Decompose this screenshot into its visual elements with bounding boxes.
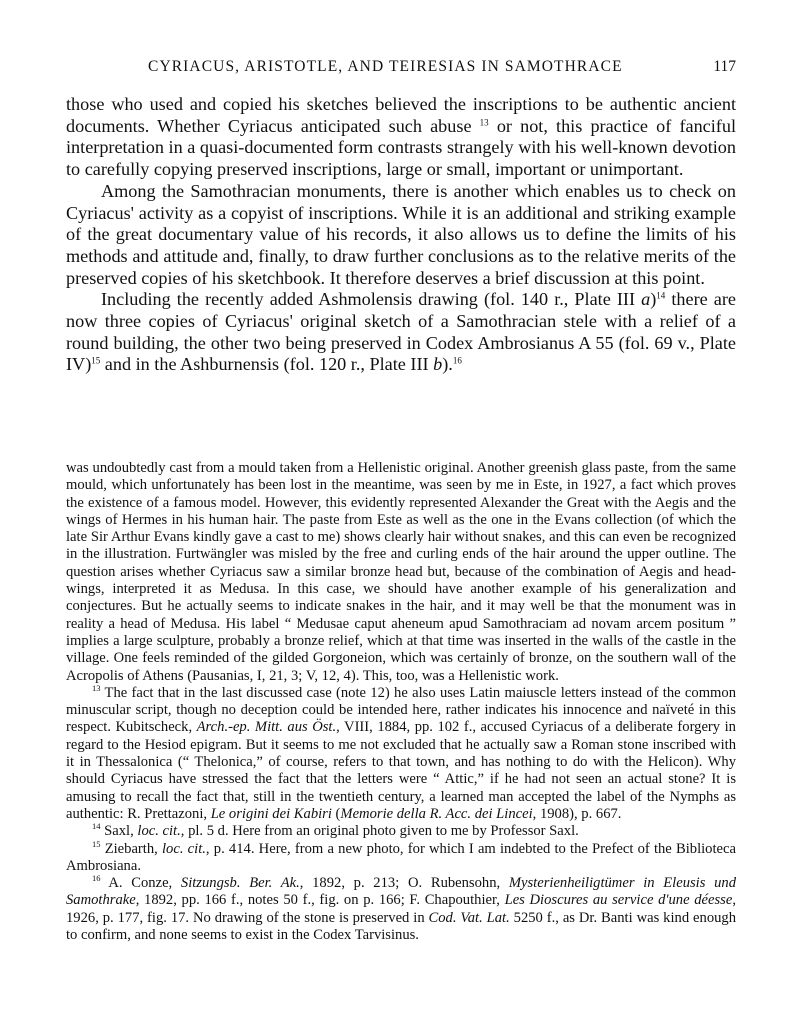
footnote-16-text-a: A. Conze, bbox=[100, 875, 181, 892]
footnote-16-citation-3: Les Dioscures au service d'une déesse bbox=[504, 892, 733, 909]
footnote-ref-13: 13 bbox=[479, 117, 489, 128]
paragraph-3 bbox=[66, 289, 736, 376]
footnote-16-number: 16 bbox=[92, 873, 101, 884]
plate-letter-a: a bbox=[641, 289, 651, 310]
footnote-14-citation: loc. cit. bbox=[137, 823, 181, 840]
footnotes bbox=[66, 460, 736, 944]
footnote-13-text-c: ( bbox=[331, 805, 341, 822]
footnote-ref-15: 15 bbox=[91, 356, 101, 367]
footnote-15 bbox=[66, 838, 736, 876]
footnote-13-text-a: The fact that in the last discussed case (note 12) he also uses Latin maiuscle letters instead of the common minuscular script, though no deception could be intended here, rather indicates his innocence and naïveté in this respect. Kubitscheck, bbox=[66, 684, 736, 736]
paragraph-3-text-c: there are now three copies of Cyriacus' original sketch of a Samothracian stele with a relief of a round building, the other two being preserved in Codex Ambrosianus A 55 (fol. 69 v., Plate IV) bbox=[66, 289, 736, 375]
paragraph-3-text-e: ). bbox=[442, 354, 453, 375]
footnote-13-citation-3: Memorie della R. Acc. dei Lincei bbox=[340, 805, 533, 822]
footnote-13-text-b: , VIII, 1884, pp. 102 f., accused Cyriacus of a deliberate forgery in regard to the Hesiod epigram. But it seems to me not excluded that he actually saw a Roman stone inscribed with it in Thessalonica (“ Thelonica,” of course, refers to that town, and has nothing to do with the Helicon). Why should Cyriacus have stressed the fact that the letters were “ Attic,” if he had not seen an actual stone? It is amusing to recall the fact that, still in the twentieth century, a learned man accepted the label of the Nymphs as authentic: R. Prettazoni, bbox=[66, 719, 736, 822]
footnote-16-citation-4: Cod. Vat. Lat. bbox=[428, 909, 510, 926]
footnote-13-number: 13 bbox=[92, 682, 101, 693]
paragraph-2: Among the Samothracian monuments, there is another which enables us to check on Cyriacus' activity as a copyist of inscriptions. While it is an additional and striking example of the great documentary value of his records, it also allows us to define the limits of his methods and attitude and, finally, to draw further conclusions as to the relative merits of the preserved copies of his sketchbook. It therefore deserves a brief discussion at this point. bbox=[66, 180, 736, 288]
paragraph-1 bbox=[66, 94, 736, 181]
footnote-16-citation-1: Sitzungsb. Ber. Ak. bbox=[180, 875, 300, 892]
footnote-15-text-a: Ziebarth, bbox=[100, 840, 162, 857]
footnote-16-text-d: , 1926, p. 177, fig. 17. No drawing of the stone is preserved in bbox=[66, 892, 736, 926]
footnote-13-citation-1: Arch.-ep. Mitt. aus Öst. bbox=[196, 719, 337, 736]
footnote-ref-14: 14 bbox=[656, 291, 666, 302]
footnote-15-text-b: , p. 414. Here, from a new photo, for which I am indebted to the Prefect of the Biblioteca Ambrosiana. bbox=[66, 840, 736, 874]
footnote-13-citation-2: Le origini dei Kabiri bbox=[210, 805, 332, 822]
footnote-continuation: was undoubtedly cast from a mould taken from a Hellenistic original. Another greenish glass paste, from the same mould, which unfortunately has been lost in the meantime, was seen by me in Este, in 1927, a fact which proves the existence of a famous model. However, this evidently represented Alexander the Great with the Aegis and the wings of Hermes in his human hair. The paste from Este as well as the one in the Evans collection (of which the late Sir Arthur Evans kindly gave a cast to me) shows clearly hair without snakes, and this can even be recognized in the illustration. Furtwängler was misled by the free and curling ends of the hair around the upper outline. The question arises whether Cyriacus saw a similar bronze head but, because of the combination of Aegis and head-wings, interpreted it as Medusa. In this case, we should have another example of his generalization and conjectures. But he actually seems to indicate snakes in the hair, and it may well be that the monument was in reality a head of Medusa. His label “ Medusae caput aheneum apud Samothraciam ad novam arcem positum ” implies a large sculpture, probably a bronze relief, which at that time was inserted in the walls of the castle in the village. One feels reminded of the gilded Gorgoneion, which was certainly of bronze, on the southern wall of the Acropolis of Athens (Pausanias, I, 21, 3; V, 12, 4). This, too, was a Hellenistic work. bbox=[66, 460, 736, 684]
footnote-13-text-d: , 1908), p. 667. bbox=[532, 805, 622, 822]
running-head bbox=[66, 58, 736, 80]
running-title: CYRIACUS, ARISTOTLE, AND TEIRESIAS IN SAMOTHRACE bbox=[148, 58, 623, 75]
paragraph-3-text-b: ) bbox=[650, 289, 657, 310]
footnote-14 bbox=[66, 823, 736, 840]
paragraph-1-text-b: or not, this practice of fanciful interpretation in a quasi-documented form contrasts strangely with his well-known devotion to carefully copying preserved inscriptions, large or small, important or unimportant. bbox=[66, 115, 736, 180]
footnote-16-text-e: 5250 f., as Dr. Banti was kind enough to confirm, and none seems to exist in the Codex Tarvisinus. bbox=[66, 909, 737, 944]
footnote-16-citation-2: Mysterienheiligtümer in Eleusis und Samothrake bbox=[66, 875, 736, 909]
paragraph-3-text-d: and in the Ashburnensis (fol. 120 r., Plate III bbox=[100, 354, 434, 375]
footnote-16-text-b: , 1892, p. 213; O. Rubensohn, bbox=[299, 875, 509, 892]
footnote-14-text-a: Saxl, bbox=[100, 823, 138, 840]
footnote-15-number: 15 bbox=[92, 838, 101, 849]
footnote-16-text-c: , 1892, pp. 166 f., notes 50 f., fig. on p. 166; F. Chapouthier, bbox=[135, 892, 505, 909]
footnote-ref-16: 16 bbox=[452, 356, 462, 367]
footnote-15-citation: loc. cit. bbox=[162, 840, 206, 857]
footnote-16 bbox=[66, 875, 736, 944]
footnote-14-number: 14 bbox=[92, 821, 101, 832]
page-number: 117 bbox=[713, 58, 736, 75]
plate-letter-b: b bbox=[433, 354, 443, 375]
footnote-14-text-b: , pl. 5 d. Here from an original photo given to me by Professor Saxl. bbox=[180, 823, 579, 840]
footnote-13 bbox=[66, 682, 736, 823]
main-text bbox=[66, 94, 736, 376]
paragraph-1-text-a: those who used and copied his sketches believed the inscriptions to be authentic ancient documents. Whether Cyriacus anticipated such abuse bbox=[66, 94, 736, 136]
paragraph-3-text-a: Including the recently added Ashmolensis drawing (fol. 140 r., Plate III bbox=[101, 289, 642, 310]
